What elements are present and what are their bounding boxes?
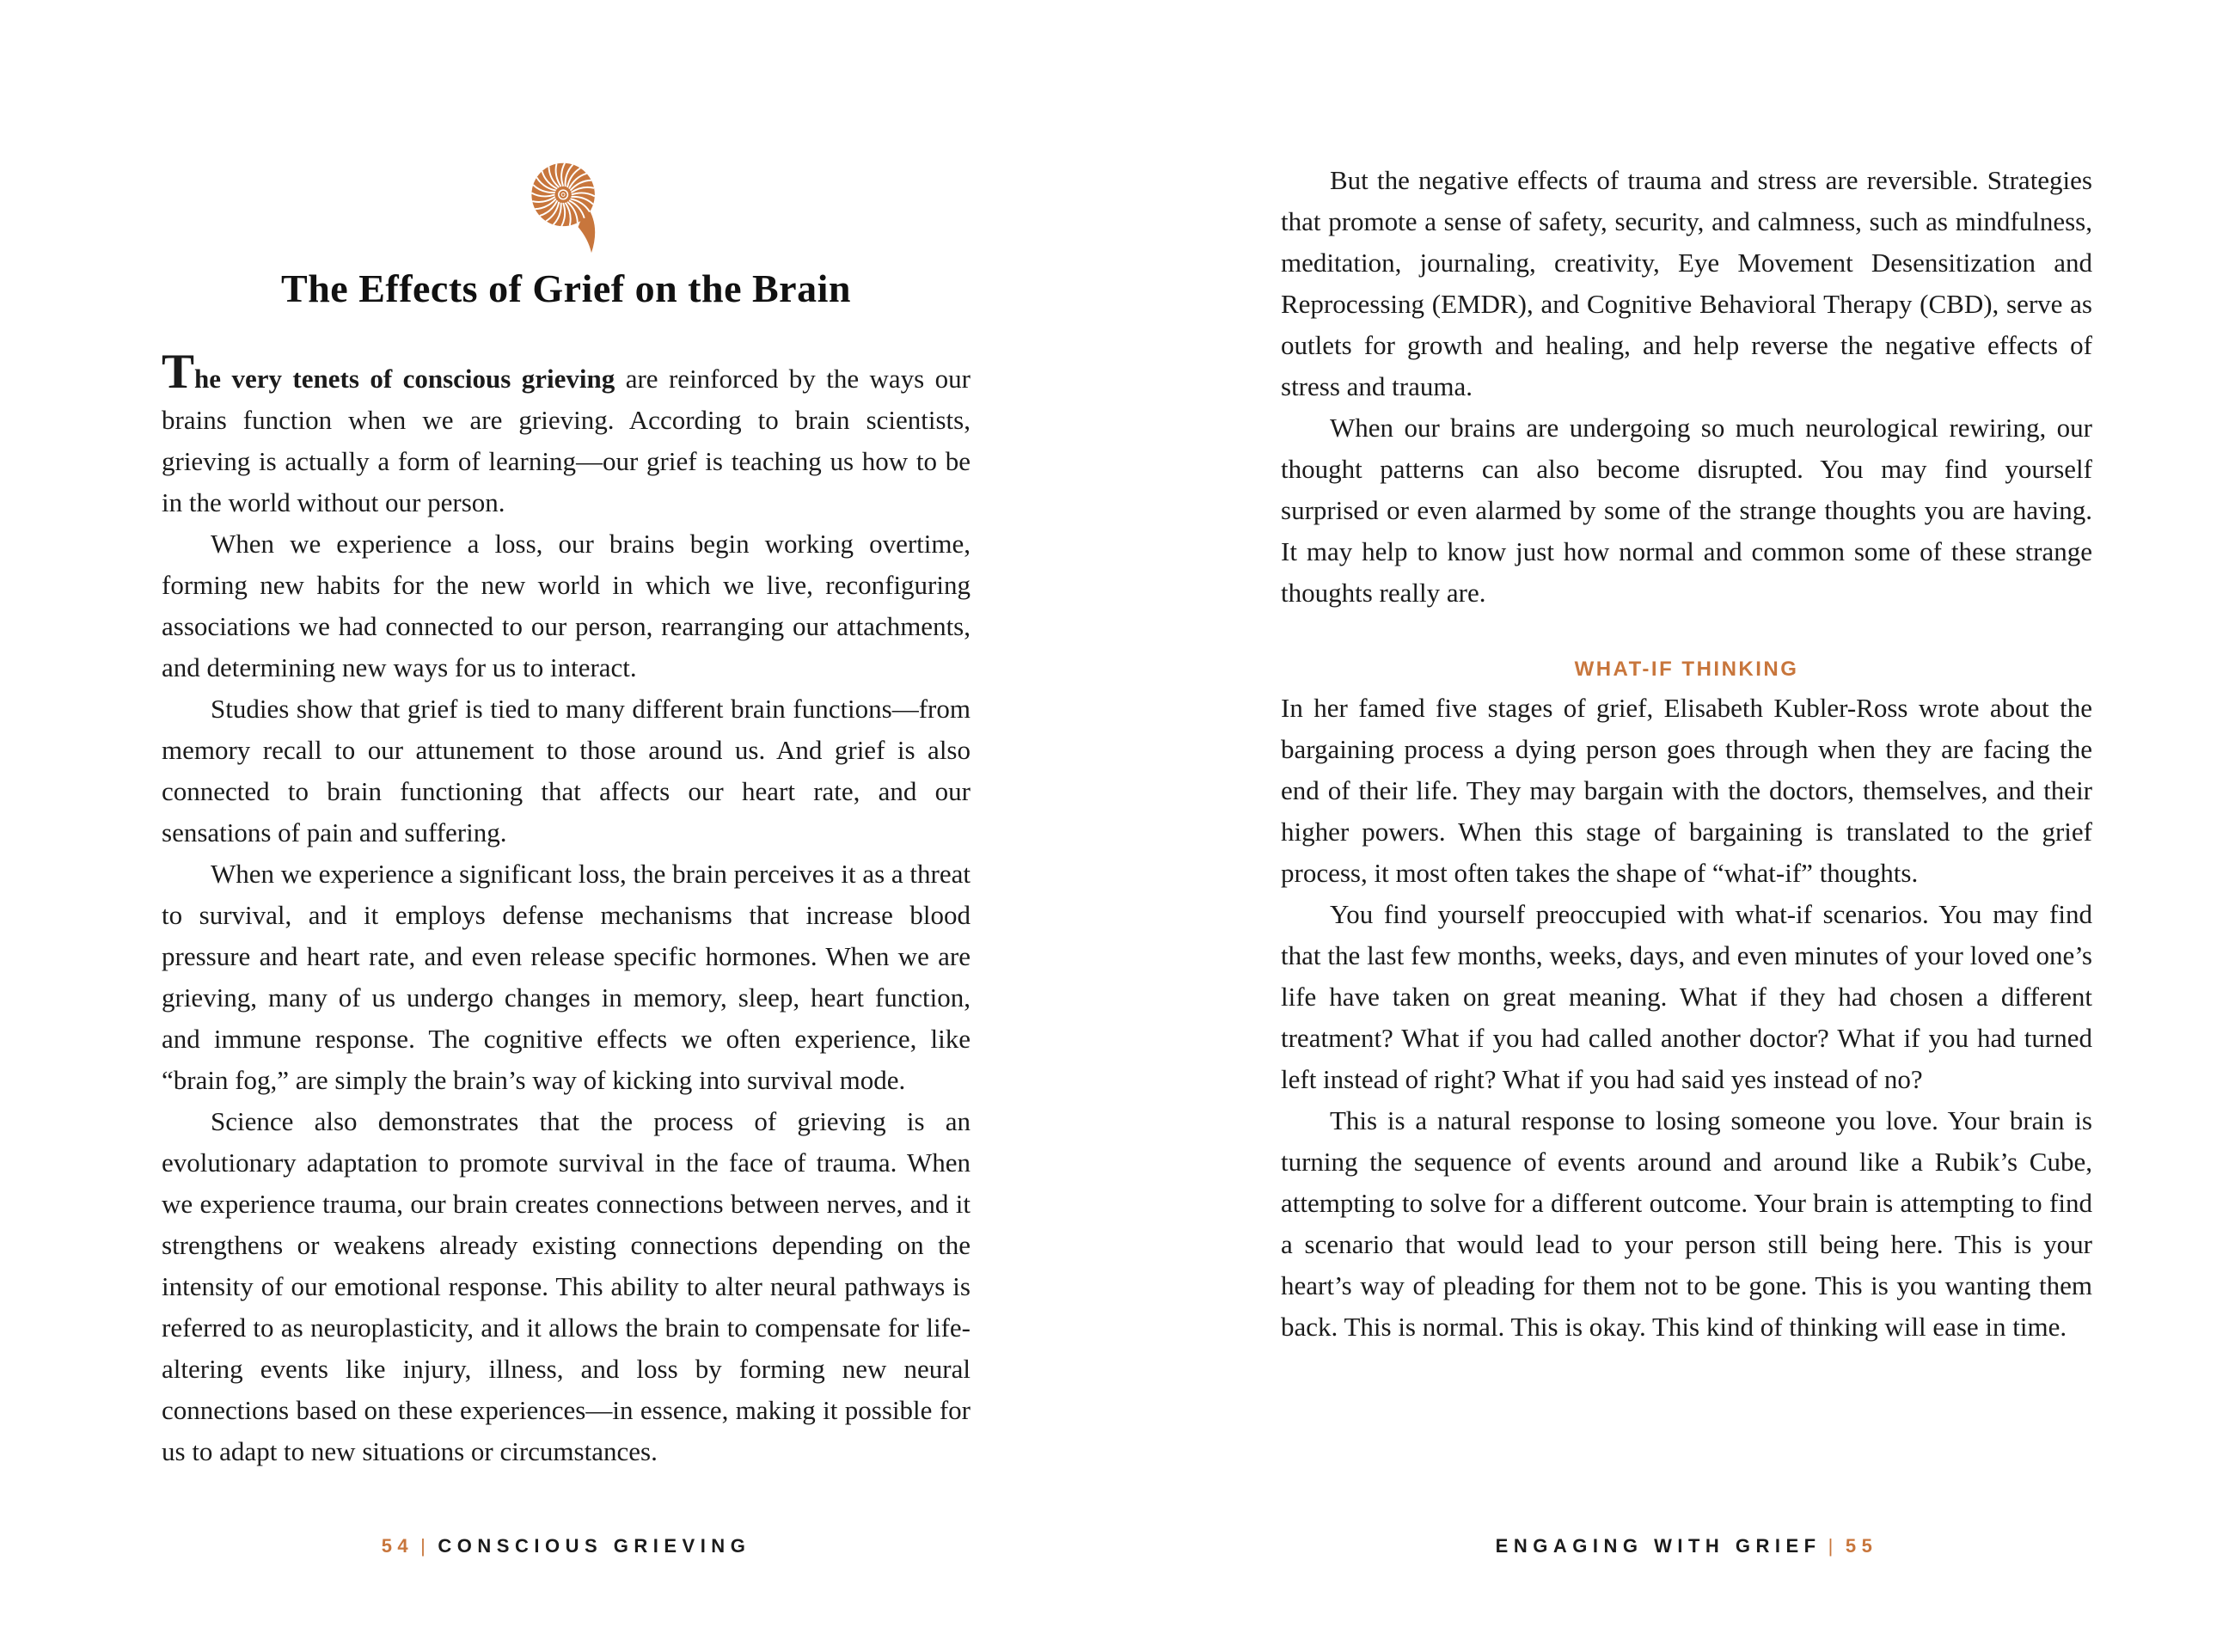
left-footer: [162, 1535, 971, 1557]
right-page: [1281, 0, 2092, 1348]
paragraph: When our brains are undergoing so much neurological rewiring, our thought patterns can also become disrupted. You may find yourself surprised or even alarmed by some of the strange thoughts you are having. It may help to know just how normal and common some of these strange thoughts really are.: [1281, 413, 2092, 608]
paragraph: In her famed five stages of grief, Elisabeth Kubler-Ross wrote about the bargaining process a dying person goes through when they are facing the end of their life. They may bargain with the doctors, themselves, and their higher powers. When this stage of bargaining is translated to the grief process, it most often takes the shape of “what-if” thoughts.: [1281, 693, 2092, 888]
footer-separator: |: [1828, 1535, 1839, 1557]
ammonite-shell-icon: [517, 156, 616, 255]
footer-separator: |: [420, 1535, 432, 1557]
running-title: ENGAGING WITH GRIEF: [1495, 1535, 1822, 1557]
right-page-body: [1281, 0, 2092, 1348]
section-heading: WHAT-IF THINKING: [1574, 658, 1799, 681]
opening-paragraph: [162, 345, 971, 523]
chapter-title: The Effects of Grief on the Brain: [281, 266, 851, 310]
right-footer: [1281, 1535, 2092, 1557]
running-title: CONSCIOUS GRIEVING: [438, 1535, 751, 1557]
paragraph: You find yourself preoccupied with what-if scenarios. You may find that the last few months, weeks, days, and even minutes of your loved one’s life have taken on great meaning. What if they had chosen a different treatment? What if you had called another doctor? What if you had turned left instead of right? What if you had said yes instead of no?: [1281, 899, 2092, 1094]
left-page: [162, 0, 971, 1472]
paragraph: But the negative effects of trauma and stress are reversible. Strategies that promote a sense of safety, security, and calmness, such as mindfulness, meditation, journaling, creativity, Eye Movement Desensitization and Reprocessing (EMDR), and Cognitive Behavioral Therapy (CBD), serve as outlets for growth and healing, and help reverse the negative effects of stress and trauma.: [1281, 165, 2092, 401]
paragraph: Studies show that grief is tied to many different brain functions—from memory recall to our attunement to those around us. And grief is also connected to brain functioning that affects our heart rate, and our sensations of pain and suffering.: [162, 694, 971, 847]
paragraph-text: are reinforced by the ways our brains function when we are grieving. According to brain scientists, grieving is actually a form of learning—our grief is teaching us how to be in the world without our person.: [162, 364, 971, 517]
paragraph: This is a natural response to losing someone you love. Your brain is turning the sequence of events around and around like a Rubik’s Cube, attempting to solve for a different outcome. Your brain is attempting to find a scenario that would lead to your person still being here. This is your heart’s way of pleading for them not to be gone. This is you wanting them back. This is normal. This is okay. This kind of thinking will ease in time.: [1281, 1105, 2092, 1342]
paragraph: Science also demonstrates that the process of grieving is an evolutionary adaptation to promote survival in the face of trauma. When we experience trauma, our brain creates connections between nerves, and it strengthens or weakens already existing connections depending on the intensity of our emotional response. This ability to alter neural pathways is referred to as neuroplasticity, and it allows the brain to compensate for life-altering events like injury, illness, and loss by forming new neural connections based on these experiences—in essence, making it possible for us to adapt to new situations or circumstances.: [162, 1106, 971, 1466]
drop-cap: T: [162, 345, 195, 399]
paragraph: When we experience a significant loss, the brain perceives it as a threat to survival, and it employs defense mechanisms that increase blood pressure and heart rate, and even release specific hormones. When we are grieving, many of us undergo changes in memory, sleep, heart function, and immune response. The cognitive effects we often experience, like “brain fog,” are simply the brain’s way of kicking into survival mode.: [162, 859, 971, 1095]
left-page-body: [162, 345, 971, 1472]
page-number: 54: [381, 1535, 414, 1557]
paragraph: When we experience a loss, our brains begin working overtime, forming new habits for the new world in which we live, reconfiguring associations we had connected to our person, rearranging our attachments, and determining new ways for us to interact.: [162, 529, 971, 682]
bold-lead-text: he very tenets of conscious grieving: [194, 364, 615, 394]
page-number: 55: [1845, 1535, 1878, 1557]
